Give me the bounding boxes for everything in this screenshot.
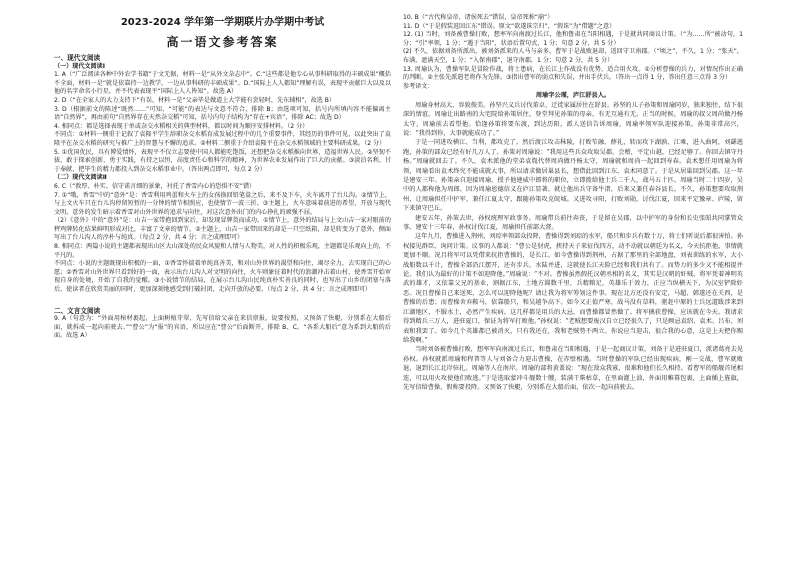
answer-7: 7. ①“哦，香雪”中的“意外”是：香雪利用鸡蛋和火车上的女孩换回铅笔盒之后，来不及下车，火车离开了台儿沟。②情节上，与上文火车只在台儿沟停留短暂的一分钟的情节相照应，也使情节一波三折。③主题上，火车意味着前进的希望，开放与现代文明。意外的发生暗示着香雪对山外世界的追求与向往，对这次意外出门的内心挣扎的顽强不屈。 （2）《意外》中的“意外”是：山吉一家带抱回到家后，却发现冒牌货而成功。①情节上，意外的结局与上文山吉一家对眼前的秤鸡牌转化结果鲜明形成对比，丰富了文章的情节。②主题上，山吉一家带回来的却是一只空纸箱，却是转变为了意外，侧面写出了台儿沟人的淳朴与纯真。（每点 2 分，共 4 分；言之成理即可）: [54, 191, 391, 242]
answer-3: 3. D（根据前文的陈述“既然……”可知，“可能”的表达与文意不符合，排除 B；由选项可知，括号内所填内容不能偏离主语“自然界”，再由前句“自然界存在天然杂交稻”可知，括号内句子结构为“存在+宾语”，排除 AC；故选 D）: [54, 105, 391, 122]
answer-2: 2. D（“在全家人的大力支持下“有误，材料一是“父亲毕是做道上大学能有尝轻时，先东辅相”，故选 B）: [54, 96, 336, 104]
section-heading-modern-reading: 一、现代文阅读: [54, 54, 101, 62]
document-title: 2023-2024 学年第一学期联片办学期中考试: [120, 17, 325, 28]
reference-translation-label: 参考译文：: [403, 82, 434, 90]
answer-8: 8. 相同点：两篇小说的主题都表现出山区大山深处的民众风貌和人情与人物美，对人性的积极乐观，主题都是乐观向上的，不平凡的。 不同点：小说的主题既现出积极的一面，①香雪怀揣着单纯真善美，和对山外世界的渴望和向往，竭尽全力，去实现自己的心愿；②香雪对山外世界只看到好的一面，表示出台儿沟人对文明的向往，火车则象征着时代的浪潮冲击着山村，使香雪开始审视自身的处境，开始了自我的觉醒。③小说情节的结局，在展示台儿沟山民纯真朴实善良的同时，也写出了山乡的闭塞与落后，使读者在欣赏美丽的同时，更加深刻地感受到打破封闭、走向开放的必要。（每点 2 分，共 4 分；言之成理即可）: [54, 243, 391, 294]
translation-paragraph: 于是一同进攻横江、当利，都攻克了。然后渡江攻击秣陵，打败笮融、薛礼，转而攻下湖孰、江乘，进入曲阿，刘繇逃跑，孙策的部众已经有好几万人了。孙策对周瑜说：“我用这些兵众攻取吴郡、会稽，平定山越，已经足够了。你回去镇守丹杨。”周瑜就回去了。不久，袁术派他的堂弟袁胤代替周尚做丹杨太守，周瑜就和周尚一起回到寿春。袁术想任用周瑜为将领，周瑜看出袁术终究不能成就大事，所以请求做居巢县长，想借此回到江东，袁术同意了。于是从居巢回到吴郡。这一年是建安三年。孙策亲自迎接周瑜，授予他建威中郎将的职位，立即拨给他士兵二千人，战马五十匹。周瑜当时二十四岁，吴中的人都称他为周郎。因为周瑜恩德信义在庐江显著，就让他出兵守备牛渚，后来又兼任春谷县长。不久，孙策想要攻取荆州，让周瑜担任中护军，兼任江夏太守，跟随孙策攻克皖城。又进攻寻阳，打败刘勋，讨伐江夏，回来平定豫章、庐陵，留下来镇守巴丘。: [403, 139, 743, 213]
answer-5: 5. ①优国优民，具有博爱情怀，表现平不仅立志要使中国人都能吃饱饭，还想把杂交水稻推向世界，造福世界人民。②坚韧不拔，敢于探索创新，勇于实践，有持之以恒，高度责任心和科学的精神，为世界农业发展作出了巨大的贡献。③淡泊名利、甘于奉献，把毕生的精力都投入到杂交水稻事业中。（答出两点即可，每点 2 分）: [54, 148, 391, 173]
reference-translation: [403, 91, 743, 392]
translation-paragraph: 这年九月，曹操进入荆州，刘琮率领部众投降，曹操得到刘琮的水军，船只和步兵有数十万，将士们听说后都很害怕。孙权接见群臣，询问计策。议事的人都说：“曹公是豺虎，挟持天子来征伐四方，动不动就以朝廷为名义，今天抗拒他，事情就更加不顺。况且将军可以凭借来抗拒曹操的，是长江。如今曹操得到荆州，占据了那里的全部地盘，刘表训练的水军，大小战船数以千计，曹操全部沿江摆开，还有步兵，水陆并进，这就使长江天险已经和我们共有了。而势力的多少又不能相提并论。我们认为最好的计策不如迎降他。”周瑜说：“不对。曹操虽然假托汉朝丞相的名义，其实是汉朝的奸贼。将军凭着神明英武的雄才，又依靠父兄的基业，割据江东，土地方圆数千里，兵精粮足，英雄乐于效力，正应当纵横天下，为汉室铲除奸恶。况且曹操自己来送死，怎么可以迎降他呢？请让我为将军筹划这件事。现在北方还没有安定，马超、韩遂还在关西，是曹操的后患；而曹操舍弃鞍马，依靠船只，和吴越争高下。如今又正值严寒，战马没有草料，驱赶中原的士兵远道跋涉来到江湖地区，不服水土，必然产生疾病。这几样都是用兵的大忌，而曹操都冒然做了。将军擒获曹操，应该就在今天。我请求得到精兵三万人，进驻夏口，保证为将军打败他。”孙权说：“老贼想要废汉自立已经很久了，只是顾忌袁绍、袁术、吕布、刘表和我罢了。如今几个英雄都已被消灭，只有我还在，我和老贼势不两立。你说应当迎击，很合我的心意，这是上天把你赐给我啊。”: [403, 233, 743, 344]
answer-9: 9. A（句意为：“外面用棺材裹起，上面树植芽翠，先写信给父亲在来信禀报，说要按照，又预备了快艇，分别系在大船后面，就拆成一起向前驶去。”“曹公”为“报”的宾语，所以应在“曹公”后面断开，排除 B、C。“各系大船后”意为系到大船的后面。故选 A）: [54, 315, 391, 340]
section-heading-classical-reading: 二、文言文阅读: [54, 306, 101, 315]
answer-11: 11. D（“于是假装返回江东”错误。原文“欲遂诛宗归”，“假诛”为“借题”之意）: [403, 22, 616, 30]
subsection-heading-reading-2: （二）现代文阅读Ⅱ: [54, 174, 107, 182]
translation-paragraph: 周瑜身材高大，容貌俊美。孙坚兴义兵讨伐董卓，迁徙家属居住在舒县。孙坚的儿子孙策和周瑜同岁，独来独往，结下很深的情谊。周瑜让出路南的大宅院给孙策居住，登堂拜见孙策的母亲，有无互通有无。正当的时候，周瑜的叔父周尚做丹杨太守，周瑜前去看望他。恰逢孙策将要东渡，到达历阳，派人送信告诉周瑜，周瑜率领军队迎接孙策。孙策非常高兴，说：“我得到你，大事就能成功了。”: [403, 101, 743, 137]
answer-6: 6. C（“敦厚、朴实、信守诺言细的景象，衬托了香雪内心的恐惧不安”错）: [54, 182, 256, 190]
answer-1: 1. A（“广泛阅读各种中外农学书籍”于文无据，材料一是“从外文杂志中”。C.“这些都是他专心从事科研取得的丰硕成果”概括不全面，材料一是“就是依靠持一边教学，一边从事科研的丰硕成果”。D.“国际上人人都知”理解有误，表现平贡献巨大以及以他的名字命名小行星，并不代表表现平“国际上人人皆知”。故选 A）: [54, 71, 391, 96]
document-subtitle: 高一语文参考答案: [166, 35, 279, 49]
answer-12: 12. (1) 当时，刘备被曹操打败，想率军向南渡过长江，他和鲁肃在当阳相遇，于是就共同商议计策。（“为……所”被动句，1 分；“引”率领，1 分；“遇于当阳”，状语后置句式，1 分；句意 2 分，共 5 分） (2) 不久，依据刘备所派出，被刘备派来的人马与亲多，曹军于是战败退却，返回守卫南郡。（“顷之”，不久，1 分；“张天”，布满，遮满天空，1 分；“入保南郡”，退守南郡，1 分；句意 2 分，共 5 分）: [403, 31, 743, 64]
answer-13: 13. 周瑜认为，曹操军队是冒险作战，将士患病，在长江上作战没有优势，适合用火攻。①分析曹操的兵力，对情况作出正确的判断。②主张先派遣老将作为先锋。③指出曹军的弱点和失误，并出手伏兵。（答出一点得 1 分，答出任意三点得 3 分）: [403, 65, 743, 82]
answer-4: 4. 相同点：都是选择表现于单或杂交水稻相关的典型材料，都以时间为顺序安排材料。（2 分） 不同点：①材料一侧重于记叙了袁隆平学生辞职杂交水稻育成发展过程中的几个重要事件，其经历的事件可见，以此突出了袁隆平在杂交水稻的研究与推广上的智慧与不懈的追求。②材料二侧重于介绍袁隆平在杂交水稻领域的主要科研成果。（2 分）: [54, 122, 391, 147]
translation-paragraph: 建安五年，孙策去世，孙权统理军政事务。周瑜带兵前往奔丧，于是留在吴郡，以中护军的身份和长史张昭共同掌管众事。建安十三年春，孙权讨伐江夏，周瑜担任前部大督。: [403, 214, 743, 232]
translation-paragraph: 当时刘备被曹操打败，想率军向南渡过长江，和鲁肃在当阳相遇，于是一起商议计策，刘备于是进驻夏口，派诸葛亮去见孙权。孙权就派周瑜和程普等人与刘备合力迎击曹操，在赤壁相遇。当时曹操的军队已经出现疾病，刚一交战，曹军就败退，退到长江北岸驻扎。周瑜等人在南岸。周瑜的部将黄盖说：“现在敌众我寡，很难和他们长久相持。看曹军的船舰首尾相连，可以用火攻使他们败逃。”于是选取蒙冲斗舰数十艘，装满干柴枯草，在里面灌上油，外面用帷幕包裹，上面插上旌旗，先写信给曹操，假称要投降。又预备了快艇，分别系在大船后面，依次一起向前驶去。: [403, 346, 743, 391]
right-column: [403, 14, 743, 392]
translation-title: 周瑜字公瑾，庐江舒县人。: [535, 92, 611, 100]
subsection-heading-reading-1: （一）现代文阅读Ⅰ: [54, 62, 106, 70]
left-column: [54, 14, 391, 341]
answer-10: 10. B（“古代称皇帝、诸侯死去”错误，皇帝死称“崩”）: [403, 14, 554, 21]
